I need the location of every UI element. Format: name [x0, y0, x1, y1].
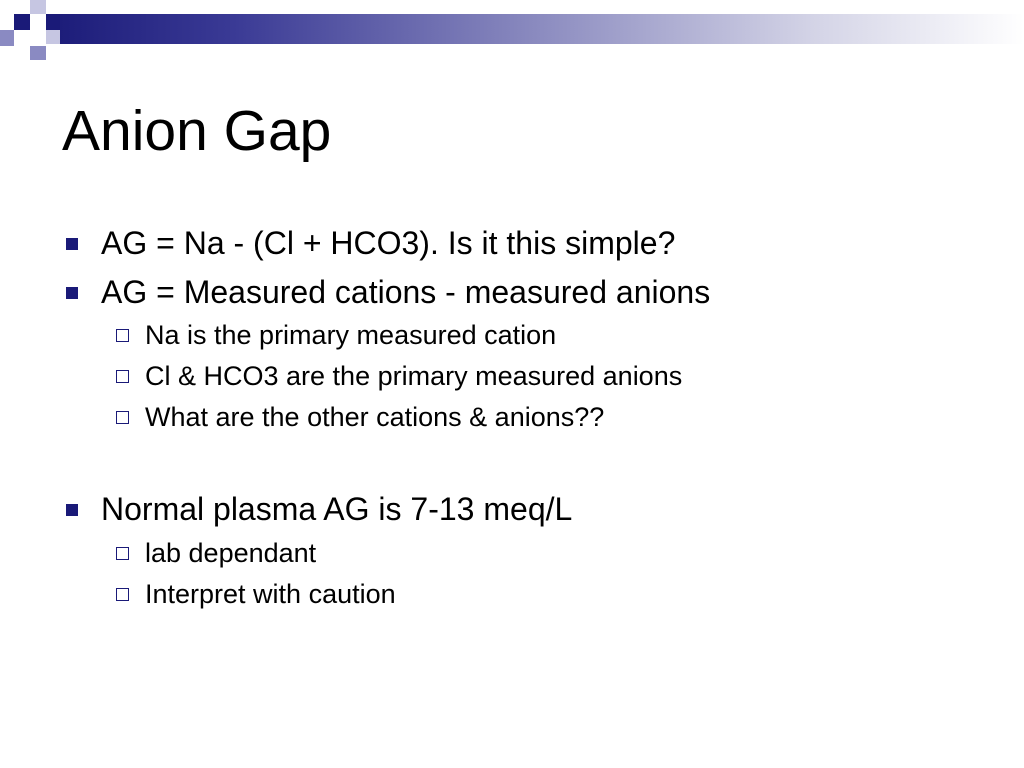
hollow-square-icon: [116, 547, 129, 560]
hollow-square-icon: [116, 329, 129, 342]
sub-bullet-text: Cl & HCO3 are the primary measured anions: [145, 361, 683, 391]
bullet-square-icon: [66, 504, 78, 516]
bullet-text: Normal plasma AG is 7-13 meq/L: [101, 491, 573, 527]
bullet-square-icon: [66, 287, 78, 299]
sub-bullet-text: lab dependant: [145, 538, 317, 568]
hollow-square-icon: [116, 411, 129, 424]
bullet-text: AG = Na - (Cl + HCO3). Is it this simple?: [101, 225, 676, 261]
sub-bullet-text: Interpret with caution: [145, 579, 396, 609]
sub-bullet-text: Na is the primary measured cation: [145, 320, 557, 350]
sub-bullet-text: What are the other cations & anions??: [145, 402, 605, 432]
bullet-text: AG = Measured cations - measured anions: [101, 274, 711, 310]
slide-title: Anion Gap: [62, 99, 332, 163]
hollow-square-icon: [116, 588, 129, 601]
bullet-square-icon: [66, 238, 78, 250]
hollow-square-icon: [116, 370, 129, 383]
